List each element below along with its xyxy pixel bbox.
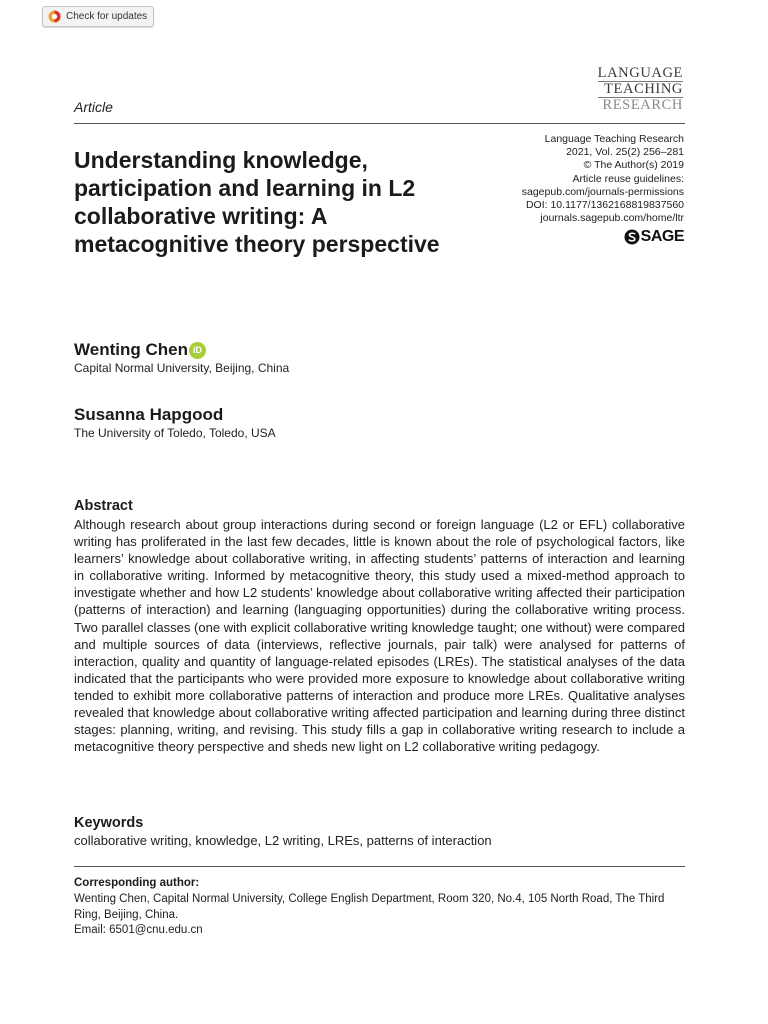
doi-link[interactable]: DOI: 10.1177/1362168819837560	[525, 199, 684, 212]
footnote-divider	[74, 866, 685, 867]
copyright: © The Author(s) 2019	[583, 159, 684, 172]
author-name-text: Wenting Chen	[74, 340, 188, 359]
article-title: Understanding knowledge, participation and learning in L2 collaborative writing: A metacognitive theory perspective	[74, 147, 440, 257]
check-for-updates-icon	[48, 10, 61, 23]
corresponding-author-address: Wenting Chen, Capital Normal University, College English Department, Room 320, No.4, 105 North Road, The Third Ring, Beijing, China.	[74, 893, 665, 921]
header-divider	[74, 123, 685, 124]
reuse-link[interactable]: sagepub.com/journals-permissions	[521, 185, 684, 198]
journal-logo-line1: LANGUAGE	[597, 65, 683, 81]
journal-logo-line3: RESEARCH	[598, 97, 683, 113]
article-type: Article	[74, 99, 113, 115]
author-name	[74, 340, 206, 360]
abstract-text: Although research about group interactions during second or foreign language (L2 or EFL) collaborative writing has proliferated in the last few decades, little is known about the role of psychological factors, like learners’ knowledge about collaborative writing, in affecting students’ patterns of interaction and learning in collaborative writing. Informed by metacognitive theory, this study used a mixed-method approach to investigate whether and how L2 students’ knowledge about collaborative writing affected their participation (patterns of interaction) and learning (languaging opportunities) during the collaborative writing process. Two parallel classes (one with explicit collaborative writing knowledge taught; one without) were compared and multiple sources of data (interviews, reflective journals, pair talk) were analysed for patterns of interaction, quality and quantity of language-related episodes (LREs). The statistical analyses of the data indicated that the participants who were provided more exposure to knowledge about collaborative writing tended to exhibit more collaborative patterns of interaction and produce more LREs. Qualitative analyses revealed that knowledge about collaborative writing affected participation and learning during three distinct stages: planning, writing, and revising. This study fills a gap in collaborative writing research to include a metacognitive theory perspective and sheds new light on L2 collaborative writing pedagogy.	[74, 517, 685, 755]
author-affiliation: The University of Toledo, Toledo, USA	[74, 426, 276, 440]
publication-metadata	[522, 133, 684, 225]
volume-info: 2021, Vol. 25(2) 256–281	[566, 146, 684, 159]
publisher-logo	[624, 228, 684, 246]
journal-homepage-link[interactable]: journals.sagepub.com/home/ltr	[540, 212, 684, 225]
sage-logo-icon	[624, 229, 640, 245]
journal-name: Language Teaching Research	[544, 133, 684, 145]
keywords-text: collaborative writing, knowledge, L2 writing, LREs, patterns of interaction	[74, 833, 492, 848]
corresponding-author-details	[74, 892, 685, 939]
journal-logo	[598, 66, 683, 113]
author-name: Susanna Hapgood	[74, 405, 224, 424]
corresponding-author-heading: Corresponding author:	[74, 877, 200, 889]
corresponding-author-email[interactable]: Email: 6501@cnu.edu.cn	[74, 924, 203, 936]
check-for-updates-label: Check for updates	[66, 11, 148, 22]
check-for-updates-badge[interactable]	[42, 6, 154, 27]
abstract-heading: Abstract	[74, 498, 133, 514]
reuse-label: Article reuse guidelines:	[572, 172, 684, 185]
journal-logo-line2: TEACHING	[598, 81, 683, 97]
keywords-heading: Keywords	[74, 815, 144, 831]
orcid-icon[interactable]: iD	[189, 342, 206, 359]
publisher-name: SAGE	[640, 228, 684, 245]
author-affiliation: Capital Normal University, Beijing, China	[74, 361, 290, 375]
